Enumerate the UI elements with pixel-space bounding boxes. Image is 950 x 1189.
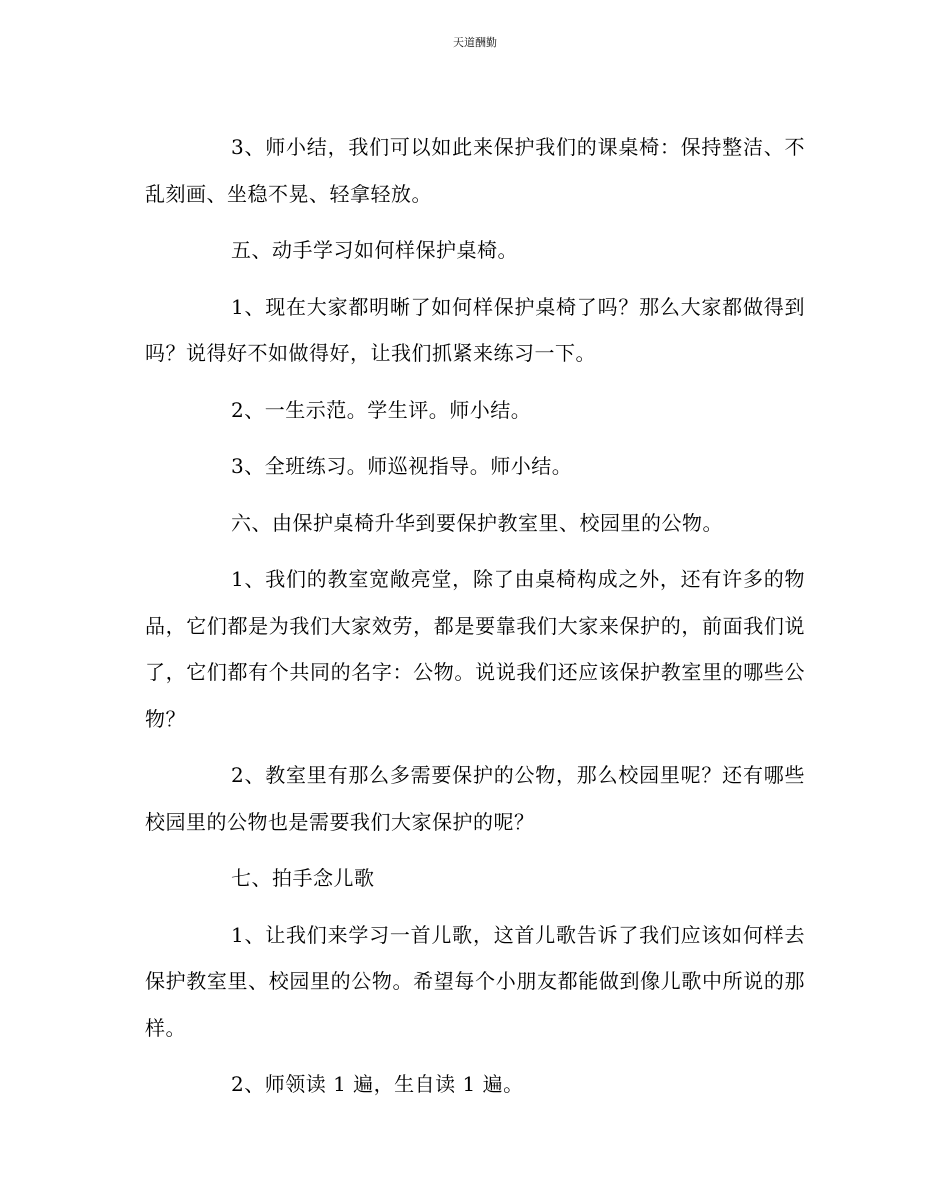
section-heading-5: 五、动手学习如何样保护桌椅。 bbox=[231, 238, 518, 262]
paragraph: 2、一生示范。学生评。师小结。 bbox=[231, 397, 532, 422]
paragraph: 2、教室里有那么多需要保护的公物，那么校园里呢？还有哪些校园里的公物也是需要我们大家保护的呢？ bbox=[145, 763, 805, 834]
section-heading-6: 六、由保护桌椅升华到要保护教室里、校园里的公物。 bbox=[231, 510, 723, 535]
section-heading-7: 七、拍手念儿歌 bbox=[231, 866, 375, 890]
paragraph-summary: 3、师小结，我们可以如此来保护我们的课桌椅：保持整洁、不乱刻画、坐稳不晃、轻拿轻放。 bbox=[145, 135, 805, 206]
paragraph: 3、全班练习。师巡视指导。师小结。 bbox=[231, 454, 573, 478]
paragraph: 2、师领读 1 遍，生自读 1 遍。 bbox=[231, 1072, 524, 1096]
document-body bbox=[145, 124, 805, 1118]
paragraph: 1、我们的教室宽敞亮堂，除了由桌椅构成之外，还有许多的物品，它们都是为我们大家效劳，都是要靠我们大家来保护的，前面我们说了，它们都有个共同的名字：公物。说说我们还应该保护教室里的哪些公物？ bbox=[145, 567, 805, 731]
paragraph: 1、现在大家都明晰了如何样保护桌椅了吗？那么大家都做得到吗？说得好不如做得好，让我们抓紧来练习一下。 bbox=[145, 294, 805, 365]
paragraph: 1、让我们来学习一首儿歌，这首儿歌告诉了我们应该如何样去保护教室里、校园里的公物。希望每个小朋友都能做到像儿歌中所说的那样。 bbox=[145, 922, 805, 1040]
page-header: 天道酬勤 bbox=[453, 36, 497, 49]
